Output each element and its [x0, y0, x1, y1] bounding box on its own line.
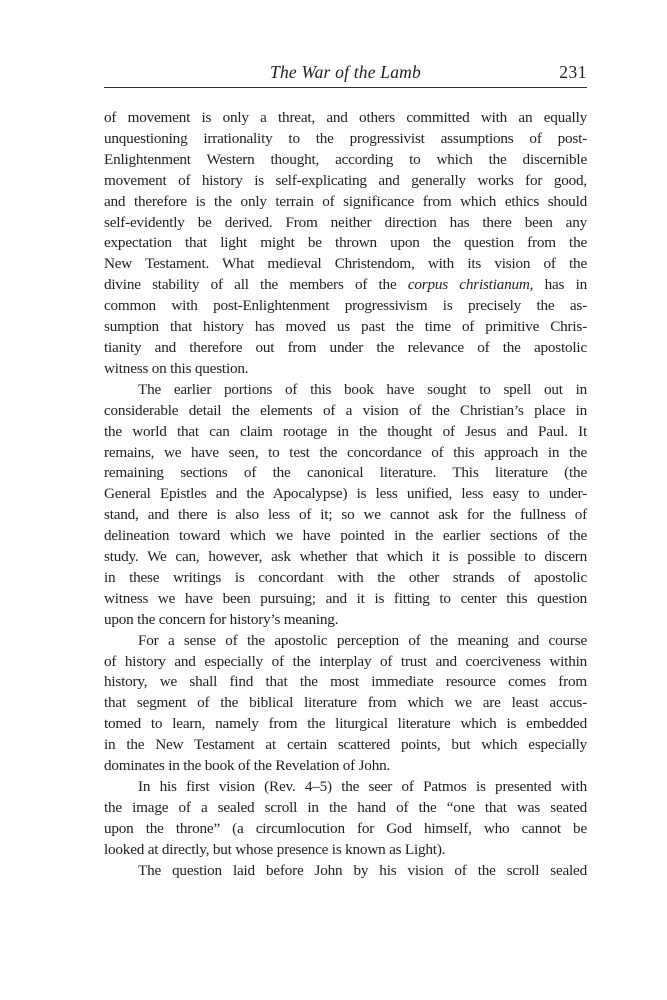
text-line: [104, 526, 587, 547]
text-segment: considerable detail the elements of a vision of the Christian’s place in: [104, 401, 587, 419]
text-line: [104, 610, 587, 631]
text-segment: delineation toward which we have pointed in the earlier sections of the: [104, 527, 587, 545]
text-segment: New Testament. What medieval Christendom, with its vision of the: [104, 255, 587, 273]
text-segment: and therefore is the only terrain of significance from which ethics should: [104, 192, 587, 210]
text-line: [104, 233, 587, 254]
text-line: [104, 840, 587, 861]
text-segment: tianity and therefore out from under the relevance of the apostolic: [104, 338, 587, 356]
text-line: [104, 422, 587, 443]
header-rule: [104, 87, 587, 88]
text-segment: in the New Testament at certain scattered points, but which especially: [104, 736, 587, 754]
text-line: [104, 171, 587, 192]
text-line: [104, 401, 587, 422]
text-line: [104, 108, 587, 129]
text-line: [104, 338, 587, 359]
text-segment: witness on this question.: [104, 359, 249, 377]
text-line: [104, 589, 587, 610]
text-line: [104, 861, 587, 882]
text-segment: that segment of the biblical literature from which we are least accus-: [104, 694, 587, 712]
text-segment: expectation that light might be thrown upon the question from the: [104, 234, 587, 252]
text-segment: The question laid before John by his vision of the scroll sealed: [138, 861, 587, 879]
text-line: [104, 150, 587, 171]
text-segment: dominates in the book of the Revelation of John.: [104, 757, 391, 775]
text-segment: looked at directly, but whose presence is known as Light).: [104, 840, 446, 858]
text-segment: sumption that history has moved us past the time of primitive Chris-: [104, 318, 587, 336]
paragraph: [104, 777, 587, 861]
text-line: [104, 777, 587, 798]
text-line: [104, 819, 587, 840]
text-line: [104, 735, 587, 756]
text-line: [104, 672, 587, 693]
text-line: [104, 568, 587, 589]
text-segment: remaining sections of the canonical literature. This literature (the: [104, 464, 587, 482]
text-line: [104, 296, 587, 317]
text-segment: Enlightenment Western thought, according to which the discernible: [104, 150, 587, 168]
paragraph: [104, 380, 587, 631]
text-segment: upon the concern for history’s meaning.: [104, 610, 339, 628]
text-segment: witness we have been pursuing; and it is fitting to center this question: [104, 589, 587, 607]
text-line: [104, 756, 587, 777]
text-line: [104, 631, 587, 652]
text-segment: has in: [533, 276, 587, 294]
text-line: [104, 359, 587, 380]
text-segment: study. We can, however, ask whether that which it is possible to discern: [104, 548, 587, 566]
paragraph: [104, 108, 587, 380]
text-line: [104, 547, 587, 568]
text-line: [104, 275, 587, 296]
text-segment: divine stability of all the members of the: [104, 276, 408, 294]
text-segment: movement of history is self-explicating and generally works for good,: [104, 171, 587, 189]
text-segment: unquestioning irrationality to the progressivist assumptions of post-: [104, 129, 587, 147]
text-line: [104, 693, 587, 714]
paragraph: [104, 631, 587, 777]
text-block: [104, 62, 587, 882]
text-line: [104, 798, 587, 819]
text-segment: stand, and there is also less of it; so we cannot ask for the fullness of: [104, 506, 587, 524]
text-line: [104, 484, 587, 505]
text-line: [104, 463, 587, 484]
page-header-title: The War of the Lamb: [270, 62, 421, 82]
text-segment: the image of a sealed scroll in the hand of the “one that was seated: [104, 798, 587, 816]
running-head: [104, 62, 587, 82]
text-line: [104, 652, 587, 673]
page-number: 231: [559, 62, 587, 82]
text-segment: self-evidently be derived. From neither direction has there been any: [104, 213, 587, 231]
paragraph: [104, 861, 587, 882]
text-segment: of movement is only a threat, and others committed with an equally: [104, 109, 587, 126]
text-line: [104, 380, 587, 401]
text-segment: For a sense of the apostolic perception of the meaning and course: [138, 631, 587, 649]
page-body: [104, 108, 587, 882]
text-segment: tomed to learn, namely from the liturgical literature which is embedded: [104, 715, 587, 733]
text-line: [104, 254, 587, 275]
text-segment: General Epistles and the Apocalypse) is less unified, less easy to under-: [104, 485, 587, 503]
text-segment: the world that can claim rootage in the thought of Jesus and Paul. It: [104, 422, 587, 440]
text-segment: of history and especially of the interplay of trust and coerciveness within: [104, 652, 587, 670]
text-segment: remains, we have seen, to test the concordance of this approach in the: [104, 443, 587, 461]
text-line: [104, 317, 587, 338]
text-segment: history, we shall find that the most immediate resource comes from: [104, 673, 587, 691]
text-line: [104, 192, 587, 213]
text-segment: common with post-Enlightenment progressivism is precisely the as-: [104, 297, 587, 315]
text-segment: in these writings is concordant with the other strands of apostolic: [104, 568, 587, 586]
italic-text: corpus christianum,: [407, 276, 534, 294]
text-line: [104, 129, 587, 150]
text-segment: upon the throne” (a circumlocution for God himself, who cannot be: [104, 819, 587, 837]
text-segment: In his first vision (Rev. 4–5) the seer of Patmos is presented with: [138, 778, 587, 795]
text-line: [104, 213, 587, 234]
text-line: [104, 443, 587, 464]
text-line: [104, 505, 587, 526]
text-segment: The earlier portions of this book have sought to spell out in: [138, 380, 587, 398]
text-line: [104, 714, 587, 735]
